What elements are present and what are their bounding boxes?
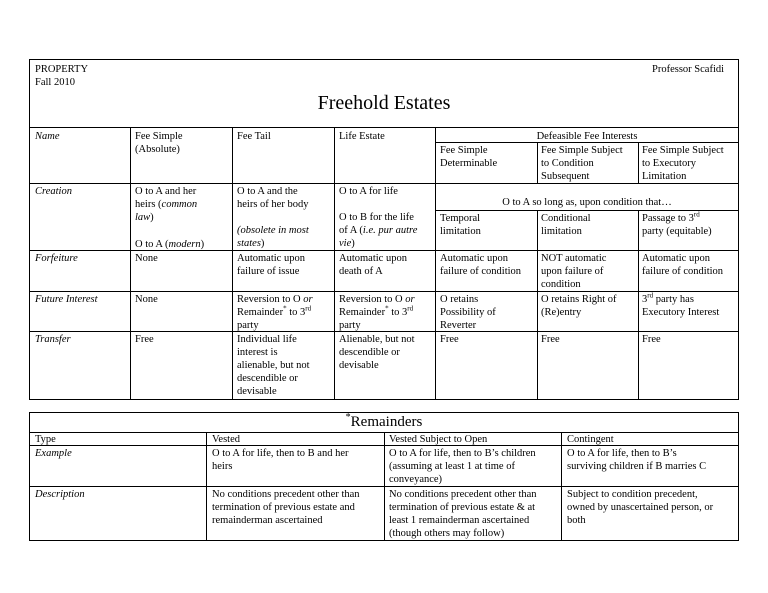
transfer-le-3: devisable: [339, 360, 379, 371]
rem-desc-contingent-1: Subject to condition precedent,: [567, 489, 698, 500]
name-fsse-3: Limitation: [642, 171, 687, 182]
creation-fssc-1: Conditional: [541, 213, 591, 224]
future-fsd-1: O retains: [440, 294, 479, 305]
creation-fs-4: O to A (modern): [135, 239, 205, 250]
transfer-le-2: descendible or: [339, 347, 400, 358]
transfer-ft-2: interest is: [237, 347, 278, 358]
rem-header-vsto: Vested Subject to Open: [389, 434, 488, 445]
rem-example-contingent-1: O to A for life, then to B’s: [567, 448, 677, 459]
rem-desc-vsto-3: least 1 remainderman ascertained: [389, 515, 530, 526]
name-fee-simple: Fee Simple: [135, 131, 183, 142]
rem-desc-vested-3: remainderman ascertained: [212, 515, 323, 526]
future-le-1: Reversion to O or: [339, 294, 415, 305]
forfeiture-fsd-2: failure of condition: [440, 266, 522, 277]
name-life-estate: Life Estate: [339, 131, 385, 142]
future-ft-1: Reversion to O or: [237, 294, 313, 305]
future-fsd-2: Possibility of: [440, 307, 496, 318]
transfer-le-1: Alienable, but not: [339, 334, 415, 345]
forfeiture-fssc-2: upon failure of: [541, 266, 604, 277]
name-fssc-3: Subsequent: [541, 171, 590, 182]
term-label: Fall 2010: [35, 77, 75, 88]
future-le-3: party: [339, 320, 361, 331]
creation-fs-2: heirs (common: [135, 199, 198, 210]
name-fee-tail: Fee Tail: [237, 131, 271, 142]
future-fsse-1: 3rd party has: [642, 291, 694, 305]
row-label-creation: Creation: [35, 186, 72, 197]
creation-fsd-2: limitation: [440, 226, 481, 237]
row-label-future-interest: Future Interest: [35, 294, 98, 305]
forfeiture-le-2: death of A: [339, 266, 383, 277]
rem-desc-vsto-1: No conditions precedent other than: [389, 489, 537, 500]
future-fsse-2: Executory Interest: [642, 307, 720, 318]
future-fssc-1: O retains Right of: [541, 294, 617, 305]
remainders-title: *Remainders: [345, 412, 423, 430]
rem-desc-vested-2: termination of previous estate and: [212, 502, 355, 513]
future-fs: None: [135, 294, 158, 305]
rem-description-label: Description: [35, 489, 85, 500]
name-fssc-1: Fee Simple Subject: [541, 145, 623, 156]
transfer-fsse: Free: [642, 334, 661, 345]
creation-ft-4: states): [237, 238, 265, 249]
forfeiture-fsse-1: Automatic upon: [642, 253, 710, 264]
transfer-fssc: Free: [541, 334, 560, 345]
rem-header-contingent: Contingent: [567, 434, 614, 445]
forfeiture-fsd-1: Automatic upon: [440, 253, 508, 264]
creation-le-4: vie): [339, 238, 355, 249]
creation-le-3: of A (i.e. pur autre: [339, 225, 418, 236]
name-fsse-1: Fee Simple Subject: [642, 145, 724, 156]
creation-fs-1: O to A and her: [135, 186, 197, 197]
rem-example-vsto-2: (assuming at least 1 at time of: [389, 461, 515, 472]
creation-ft-3: (obsolete in most: [237, 225, 309, 236]
name-fsse-2: to Executory: [642, 158, 696, 169]
rem-header-type: Type: [35, 434, 56, 445]
name-fssc-2: to Condition: [541, 158, 594, 169]
name-defeasible: Defeasible Fee Interests: [536, 131, 638, 142]
rem-example-vested-1: O to A for life, then to B and her: [212, 448, 349, 459]
name-fsd-2: Determinable: [440, 158, 498, 169]
transfer-ft-4: descendible or: [237, 373, 298, 384]
creation-defeasible-phrase: O to A so long as, upon condition that…: [502, 197, 672, 208]
creation-fs-3: law): [135, 212, 154, 223]
professor-label: Professor Scafidi: [652, 64, 725, 75]
forfeiture-ft-1: Automatic upon: [237, 253, 305, 264]
row-label-transfer: Transfer: [35, 334, 71, 345]
creation-ft-2: heirs of her body: [237, 199, 309, 210]
name-fee-simple-absolute: (Absolute): [135, 144, 180, 155]
transfer-ft-5: devisable: [237, 386, 277, 397]
remainders-asterisk: *: [345, 412, 351, 423]
forfeiture-fssc-3: condition: [541, 279, 581, 290]
transfer-ft-3: alienable, but not: [237, 360, 310, 371]
rem-example-label: Example: [35, 448, 72, 459]
name-fsd-1: Fee Simple: [440, 145, 488, 156]
forfeiture-fs: None: [135, 253, 158, 264]
creation-le-2: O to B for the life: [339, 212, 414, 223]
course-label: PROPERTY: [35, 64, 89, 75]
future-ft-2: Remainder* to 3rd: [237, 304, 312, 318]
rem-example-vsto-3: conveyance): [389, 474, 443, 485]
creation-fsd-1: Temporal: [440, 213, 481, 224]
creation-le-1: O to A for life: [339, 186, 398, 197]
creation-fsse-2: party (equitable): [642, 226, 712, 237]
future-fsd-3: Reverter: [440, 320, 477, 331]
rem-desc-contingent-2: owned by unascertained person, or: [567, 502, 714, 513]
creation-fsse-1: Passage to 3rd: [642, 210, 700, 224]
rem-desc-vested-1: No conditions precedent other than: [212, 489, 360, 500]
transfer-fsd: Free: [440, 334, 459, 345]
creation-fssc-2: limitation: [541, 226, 582, 237]
page-title: Freehold Estates: [317, 92, 451, 114]
forfeiture-fsse-2: failure of condition: [642, 266, 724, 277]
transfer-fs: Free: [135, 334, 154, 345]
row-label-forfeiture: Forfeiture: [35, 253, 78, 264]
rem-example-vsto-1: O to A for life, then to B’s children: [389, 448, 536, 459]
creation-ft-1: O to A and the: [237, 186, 298, 197]
forfeiture-ft-2: failure of issue: [237, 266, 300, 277]
forfeiture-le-1: Automatic upon: [339, 253, 407, 264]
rem-desc-contingent-3: both: [567, 515, 586, 526]
rem-example-contingent-2: surviving children if B marries C: [567, 461, 707, 472]
forfeiture-fssc-1: NOT automatic: [541, 253, 607, 264]
future-ft-3: party: [237, 320, 259, 331]
transfer-ft-1: Individual life: [237, 334, 297, 345]
future-le-2: Remainder* to 3rd: [339, 304, 414, 318]
row-label-name: Name: [35, 131, 60, 142]
future-fssc-2: (Re)entry: [541, 307, 582, 318]
rem-example-vested-2: heirs: [212, 461, 233, 472]
rem-desc-vsto-2: termination of previous estate & at: [389, 502, 536, 513]
rem-header-vested: Vested: [212, 434, 240, 445]
rem-desc-vsto-4: (though others may follow): [389, 528, 505, 539]
